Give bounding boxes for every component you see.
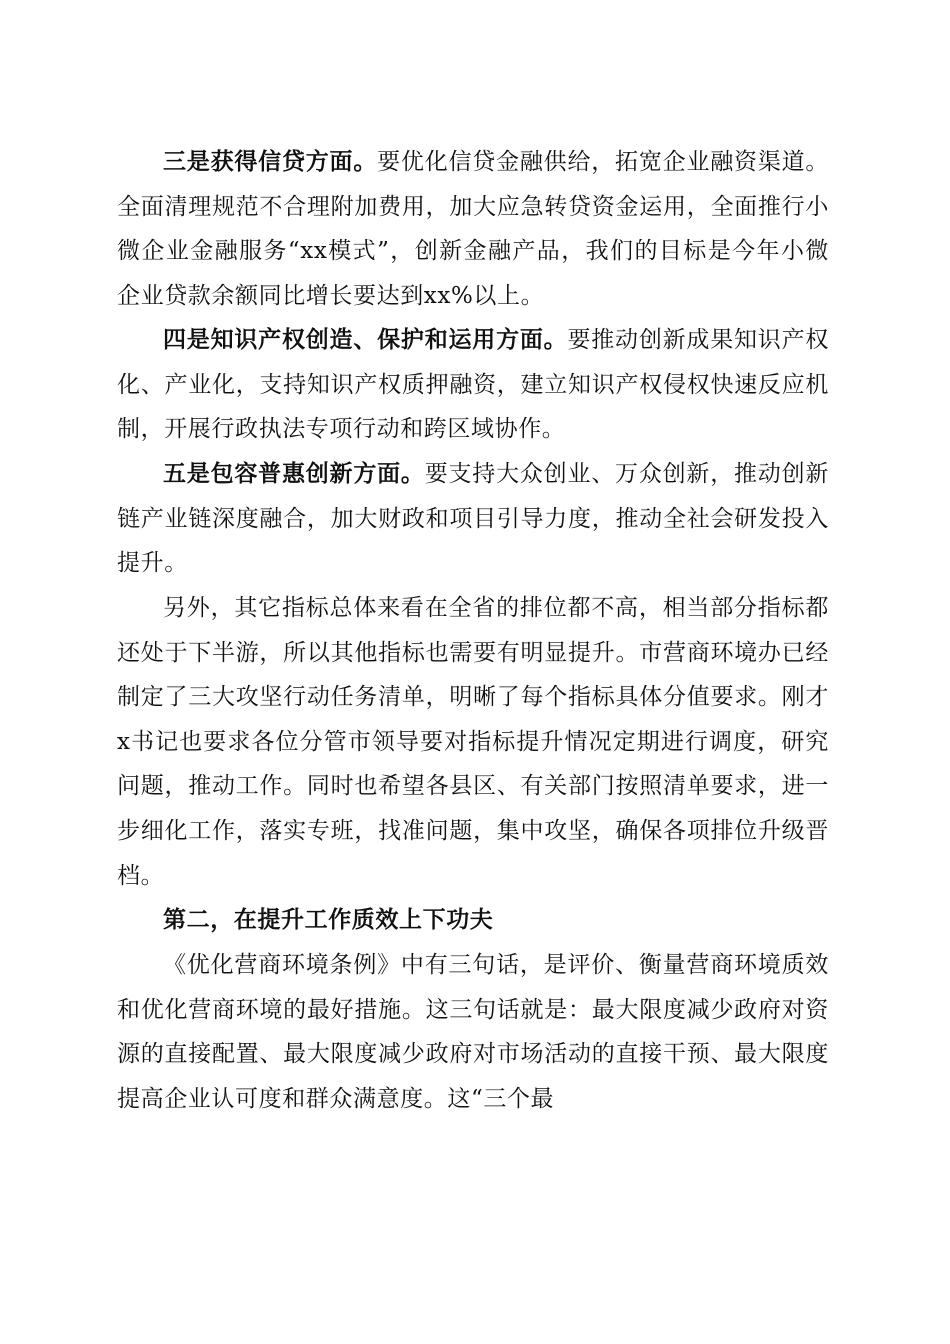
paragraph-lead: 四是知识产权创造、保护和运用方面。: [163, 326, 568, 353]
paragraph-ip: [117, 318, 829, 452]
paragraph-text: 另外，其它指标总体来看在全省的排位都不高，相当部分指标都还处于下半游，所以其他指标也需要有明显提升。市营商环境办已经制定了三大攻坚行动任务清单，明晰了每个指标具体分值要求。刚才x书记也要求各位分管市领导要对指标提升情况定期进行调度，研究问题，推动工作。同时也希望各县区、有关部门按照清单要求，进一步细化工作，落实专班，找准问题，集中攻坚，确保各项排位升级晋档。: [117, 595, 829, 889]
paragraph-credit: [117, 140, 829, 318]
paragraph-text: 要推动创新成果知识产权化、产业化，支持知识产权质押融资，建立知识产权侵权快速反应机制，开展行政执法专项行动和跨区域协作。: [117, 327, 829, 443]
paragraph-regulation: 《优化营商环境条例》中有三句话，是评价、衡量营商环境质效和优化营商环境的最好措施。这三句话就是：最大限度减少政府对资源的直接配置、最大限度减少政府对市场活动的直接干预、最大限度提高企业认可度和群众满意度。这“三个最: [117, 952, 829, 1112]
section-heading: 第二，在提升工作质效上下功夫: [163, 906, 494, 933]
paragraph-other-indicators: [117, 586, 829, 898]
paragraph-lead: 五是包容普惠创新方面。: [163, 460, 425, 487]
paragraph-text: 要优化信贷金融供给，拓宽企业融资渠道。全面清理规范不合理附加费用，加大应急转贷资金运用，全面推行小微企业金融服务“xx模式”，创新金融产品，我们的目标是今年小微企业贷款余额同比增长要达到xx%以上。: [117, 149, 829, 309]
paragraph-text: 要支持大众创业、万众创新，推动创新链产业链深度融合，加大财政和项目引导力度，推动全社会研发投入提升。: [117, 461, 829, 577]
paragraph-lead: 三是获得信贷方面。: [163, 148, 378, 175]
paragraph-innovation: [117, 452, 829, 586]
